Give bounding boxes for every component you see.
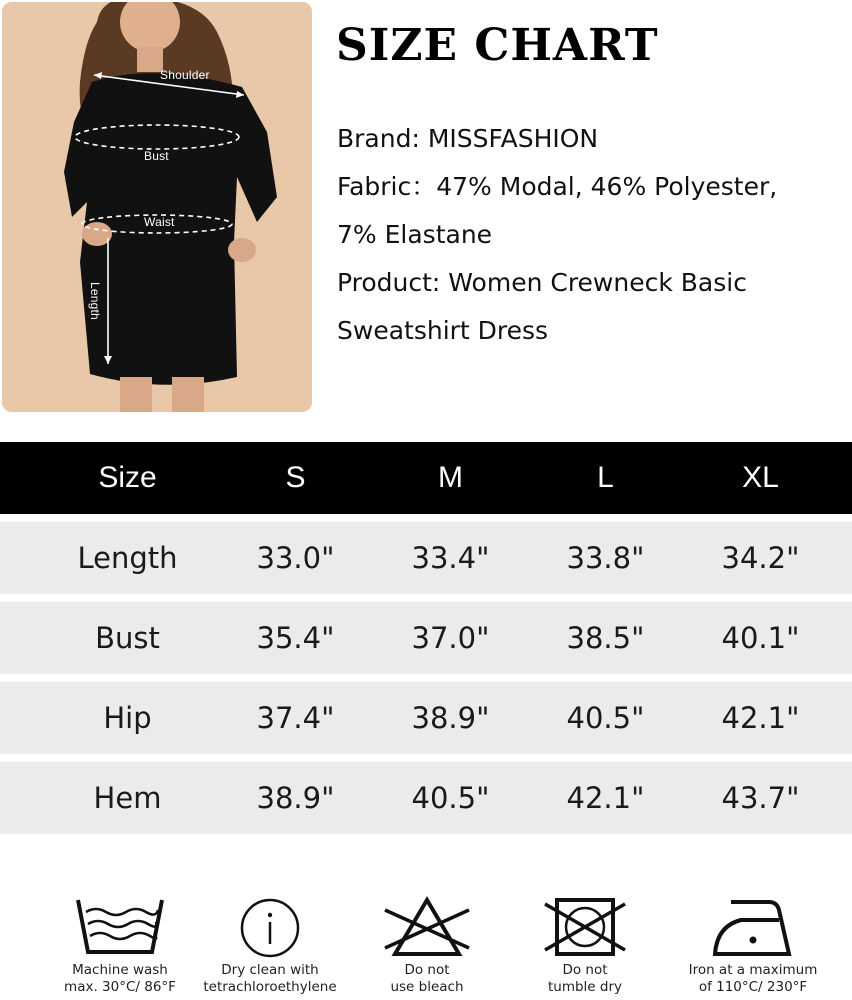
- fabric-line-cont: 7% Elastane: [337, 220, 493, 249]
- table-row: [0, 522, 852, 594]
- care-label: Dry clean with: [221, 962, 319, 978]
- care-label: Do not: [562, 962, 608, 978]
- shoulder-label: Shoulder: [160, 68, 210, 82]
- header-cell: XL: [742, 461, 779, 494]
- table-cell: 33.0": [256, 541, 335, 575]
- table-cell: 42.1": [721, 701, 800, 735]
- row-label: Length: [77, 541, 178, 575]
- no-bleach-icon: [381, 896, 473, 958]
- table-row: [0, 602, 852, 674]
- care-item-wash: [35, 896, 205, 996]
- no-tumble-dry-icon: [539, 896, 631, 958]
- table-cell: 37.4": [256, 701, 335, 735]
- bust-label: Bust: [144, 149, 169, 163]
- care-item-bleach: [342, 896, 512, 996]
- product-line: Product: Women Crewneck Basic: [337, 268, 747, 297]
- care-item-dryclean: [185, 896, 355, 996]
- care-item-tumble: [500, 896, 670, 996]
- fabric-line: Fabric：47% Modal, 46% Polyester,: [337, 172, 778, 201]
- table-cell: 33.4": [411, 541, 490, 575]
- product-photo: [2, 2, 312, 412]
- table-cell: 40.1": [721, 621, 800, 655]
- table-cell: 35.4": [256, 621, 335, 655]
- row-label: Bust: [95, 621, 160, 655]
- table-cell: 40.5": [411, 781, 490, 815]
- table-row: [0, 762, 852, 834]
- machine-wash-icon: [74, 896, 166, 958]
- care-label: Iron at a maximum: [688, 962, 818, 978]
- header-cell: M: [438, 461, 463, 494]
- care-label: Do not: [404, 962, 450, 978]
- iron-icon: [707, 896, 799, 958]
- care-label: max. 30°C/ 86°F: [64, 979, 176, 995]
- product-line-cont: Sweatshirt Dress: [337, 316, 549, 345]
- table-cell: 38.9": [256, 781, 335, 815]
- header-cell: S: [285, 461, 306, 494]
- table-cell: 38.5": [566, 621, 645, 655]
- brand-line: Brand: MISSFASHION: [337, 124, 599, 153]
- model-illustration: [2, 2, 312, 412]
- header-cell: L: [597, 461, 614, 494]
- table-cell: 37.0": [411, 621, 490, 655]
- row-label: Hem: [93, 781, 162, 815]
- table-cell: 42.1": [566, 781, 645, 815]
- table-cell: 34.2": [721, 541, 800, 575]
- table-cell: 43.7": [721, 781, 800, 815]
- product-info: [337, 115, 837, 355]
- length-label: Length: [88, 282, 102, 320]
- table-cell: 40.5": [566, 701, 645, 735]
- care-label: tetrachloroethylene: [203, 979, 337, 995]
- care-item-iron: [668, 896, 838, 996]
- table-header: [0, 442, 852, 514]
- dry-clean-icon: [224, 896, 316, 958]
- care-label: of 110°C/ 230°F: [698, 979, 808, 995]
- care-label: Machine wash: [72, 962, 168, 978]
- page-title: SIZE CHART: [336, 20, 659, 71]
- table-row: [0, 682, 852, 754]
- table-cell: 33.8": [566, 541, 645, 575]
- waist-label: Waist: [144, 215, 175, 229]
- table-cell: 38.9": [411, 701, 490, 735]
- care-label: use bleach: [390, 979, 464, 995]
- care-label: tumble dry: [547, 979, 623, 995]
- header-cell: Size: [98, 461, 157, 494]
- size-table: [0, 442, 852, 834]
- row-label: Hip: [103, 701, 152, 735]
